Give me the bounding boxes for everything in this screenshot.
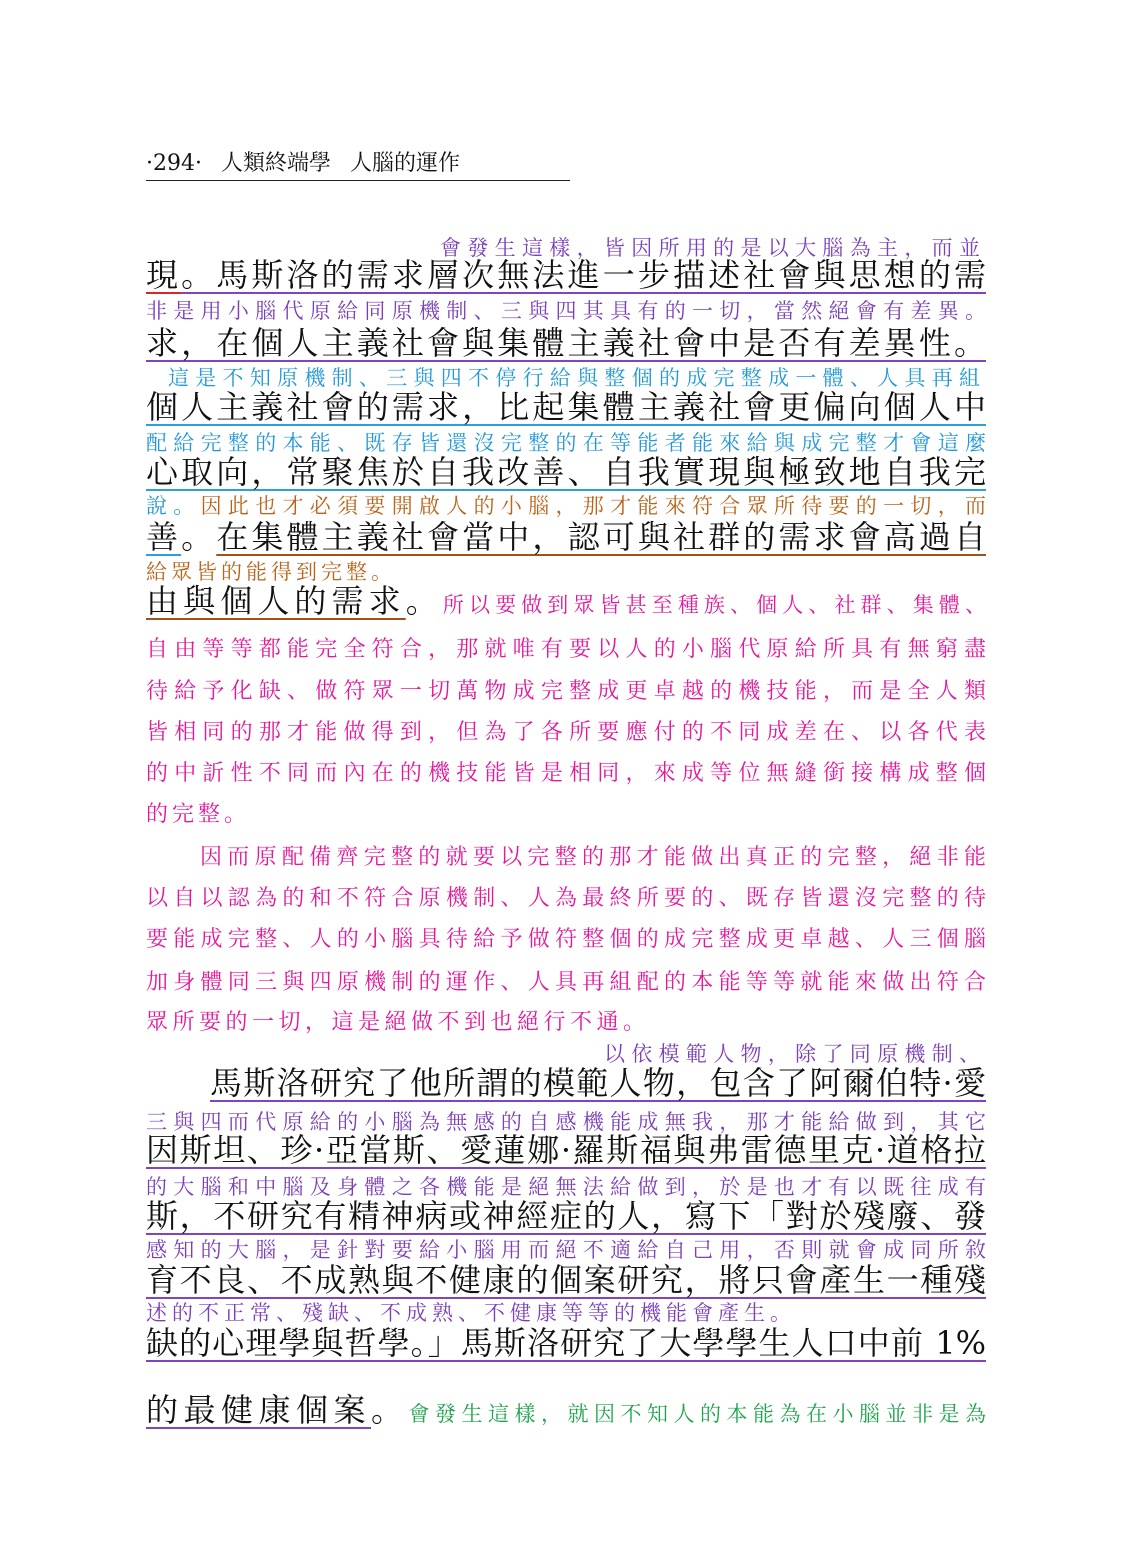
page-number: ·294·	[146, 151, 202, 176]
annotation-text: 以依模範人物，除了同原機制、	[604, 1042, 980, 1066]
text-line	[146, 324, 986, 362]
annotation-text: 配給完整的本能、既存皆還沒完整的在等能者能來給與成完整才會這麼	[146, 431, 986, 455]
text-line	[146, 518, 986, 556]
annotation-line	[146, 1008, 650, 1038]
main-text: 。	[371, 1391, 409, 1429]
annotation-line	[146, 800, 250, 830]
annotation-text: 說。	[146, 494, 201, 518]
text-line	[146, 388, 986, 426]
annotation-line	[146, 884, 986, 914]
annotation-line	[146, 925, 986, 955]
annotation-text: 給眾皆的能得到完整。	[146, 560, 396, 584]
main-text: 育不良、不成熟與不健康的個案研究，將只會產生一種殘	[146, 1261, 986, 1299]
running-header	[146, 150, 570, 181]
annotation-text: 的中訢性不同而內在的機技能皆是相同，來成等位無縫銜接構成整個	[146, 761, 986, 786]
annotation-line	[200, 843, 986, 873]
annotation-text: 因此也才必須要開啟人的小腦，那才能來符合眾所待要的一切，而	[200, 494, 987, 518]
main-text: 求，在個人主義社會與集體主義社會中是否有差異性。	[146, 324, 986, 362]
main-text: 個人主義社會的需求，比起集體主義社會更偏向個人中	[146, 388, 986, 426]
annotation-text: 皆相同的那才能做得到，但為了各所要應付的不同成差在、以各代表	[146, 720, 986, 745]
main-text: 在集體主義社會當中，認可與社群的需求會高過自	[216, 518, 986, 556]
book-title: 人類終端學	[220, 151, 331, 176]
annotation-line	[146, 1237, 986, 1263]
annotation-line	[146, 759, 986, 789]
chapter-title: 人腦的運作	[350, 151, 461, 176]
text-line	[146, 1261, 986, 1299]
main-text: 。	[181, 518, 217, 556]
annotation-text: 加身體同三與四原機制的運作、人具再組配的本能等等就能來做出符合	[146, 970, 986, 995]
text-line	[146, 1324, 986, 1362]
text-line	[146, 1197, 986, 1235]
annotation-text: 的完整。	[146, 802, 251, 827]
annotation-text: 非是用小腦代原給同原機制、三與四其具有的一切，當然絕會有差異。	[146, 299, 986, 323]
main-text: 。馬斯洛的需求層次無法進一步描述社會與思想的需	[181, 256, 986, 294]
annotation-text: 感知的大腦，是針對要給小腦用而絕不適給自己用，否則就會成同所敘	[146, 1238, 986, 1262]
annotation-line	[146, 1300, 796, 1326]
main-text: 心取向，常聚焦於自我改善、自我實現與極致地自我完	[146, 453, 986, 491]
annotation-line	[146, 718, 986, 748]
main-text: 缺的心理學與哲學。」馬斯洛研究了大學學生人口中前 1%	[146, 1324, 986, 1362]
annotation-text: 這是不知原機制、三與四不停行給與整個的成完整成一體、人具再組	[168, 366, 980, 390]
annotation-text: 三與四而代原給的小腦為無感的自感機能成無我，那才能給做到，其它	[146, 1110, 986, 1134]
annotation-text: 自由等等都能完全符合，那就唯有要以人的小腦代原給所具有無窮盡	[146, 637, 986, 662]
annotation-line	[146, 298, 986, 324]
text-line	[146, 453, 986, 491]
main-text: 善	[146, 518, 182, 556]
annotation-line	[146, 677, 986, 707]
annotation-text: 所以要做到眾皆甚至種族、個人、社群、集體、	[442, 593, 986, 617]
text-line	[210, 1064, 986, 1102]
annotation-text: 待給予化缺、做符眾一切萬物成完整成更卓越的機技能，而是全人類	[146, 679, 986, 704]
annotation-line	[146, 968, 986, 998]
main-text: 馬斯洛研究了他所謂的模範人物，包含了阿爾伯特·愛	[210, 1064, 986, 1102]
annotation-text: 的大腦和中腦及身體之各機能是絕無法給做到，於是也才有以既往成有	[146, 1175, 986, 1199]
annotation-text: 述的不正常、殘缺、不成熟、不健康等等的機能會產生。	[146, 1301, 796, 1325]
annotation-text: 眾所要的一切，這是絕做不到也絕行不通。	[146, 1010, 650, 1035]
text-line	[146, 256, 986, 294]
main-text: 斯，不研究有精神病或神經症的人，寫下「對於殘廢、發	[146, 1197, 986, 1235]
annotation-text: 以自以認為的和不符合原機制、人為最終所要的、既存皆還沒完整的待	[146, 886, 986, 911]
annotation-text: 因而原配備齊完整的就要以完整的那才能做出真正的完整，絕非能	[200, 845, 986, 870]
main-text: 因斯坦、珍·亞當斯、愛蓮娜·羅斯福與弗雷德里克·道格拉	[146, 1131, 986, 1169]
text-line	[146, 582, 986, 620]
main-text: 現	[146, 256, 182, 294]
annotation-line	[146, 493, 986, 519]
annotation-text: 會發生這樣，就因不知人的本能為在小腦並非是為	[408, 1402, 986, 1426]
text-line	[146, 1131, 986, 1169]
main-text: 。	[405, 582, 443, 620]
annotation-text: 會發生這樣，皆因所用的是以大腦為主，而並	[440, 236, 980, 260]
main-text: 的最健康個案	[146, 1391, 371, 1429]
text-line	[146, 1391, 986, 1429]
annotation-line	[146, 635, 986, 665]
main-text: 由與個人的需求	[146, 582, 406, 620]
annotation-text: 要能成完整、人的小腦具待給予做符整個的成完整成更卓越、人三個腦	[146, 927, 986, 952]
